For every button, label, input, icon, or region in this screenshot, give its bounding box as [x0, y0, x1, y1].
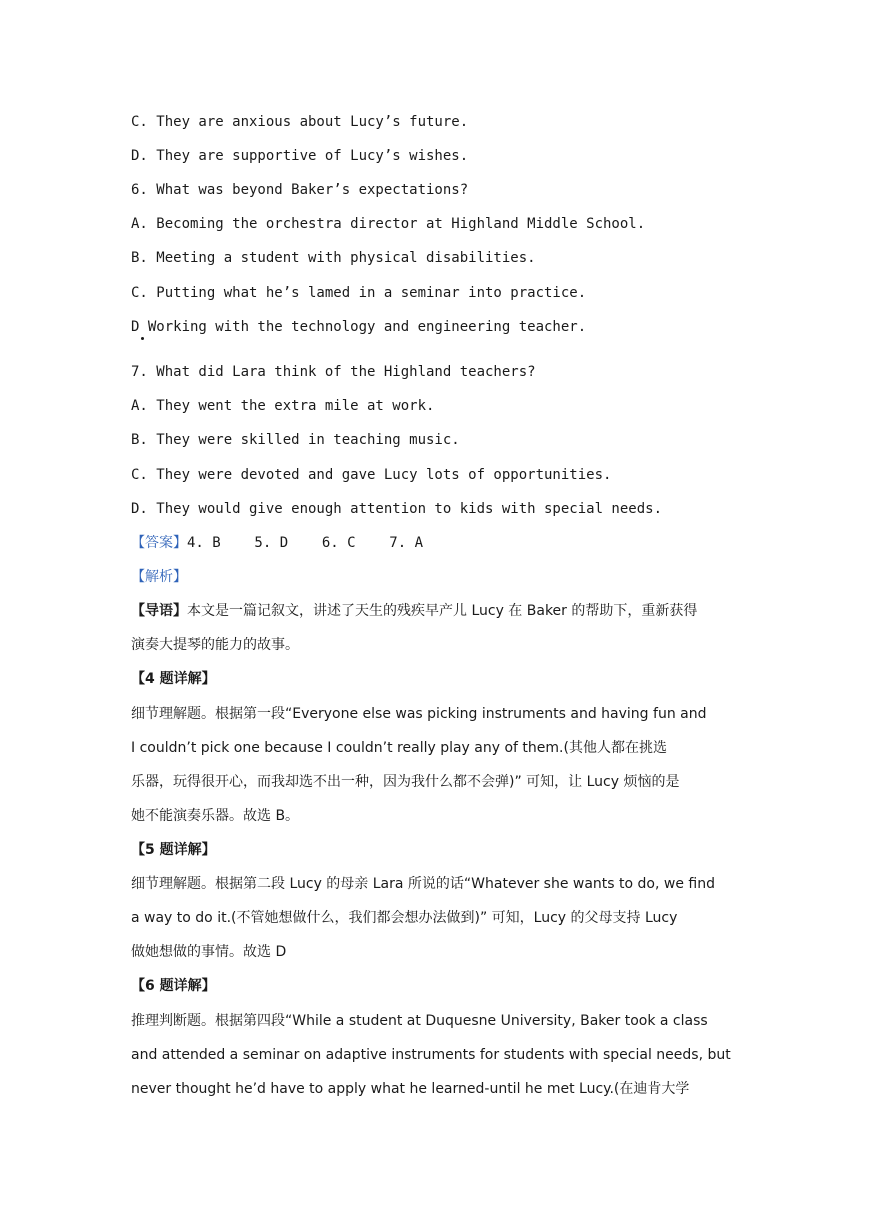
- option-6c: C. Putting what he’s lamed in a seminar into practice.: [131, 285, 587, 301]
- option-6a: A. Becoming the orchestra director at Highland Middle School.: [131, 216, 646, 232]
- option-5c: C. They are anxious about Lucy’s future.: [131, 114, 469, 130]
- q5-line-3: 做她想做的事情。故选 D: [131, 944, 287, 960]
- q5-line-1: 细节理解题。根据第二段 Lucy 的母亲 Lara 所说的话“Whatever she wants to do, we find: [131, 876, 715, 892]
- q5-heading: 【5 题详解】: [131, 842, 216, 858]
- option-7a: A. They went the extra mile at work.: [131, 398, 435, 414]
- option-5d: D. They are supportive of Lucy’s wishes.: [131, 148, 469, 164]
- option-6d: D Working with the technology and engineering teacher.: [131, 319, 587, 335]
- q4-line-4: 她不能演奏乐器。故选 B。: [131, 808, 300, 824]
- option-7d: D. They would give enough attention to kids with special needs.: [131, 501, 663, 517]
- intro-line-2: 演奏大提琴的能力的故事。: [131, 637, 299, 653]
- option-6b: B. Meeting a student with physical disabilities.: [131, 250, 536, 266]
- q4-line-2: I couldn’t pick one because I couldn’t really play any of them.(其他人都在挑选: [131, 740, 667, 756]
- stray-dot: [141, 337, 144, 340]
- intro-label: 【导语】: [131, 603, 187, 619]
- q6-heading: 【6 题详解】: [131, 978, 216, 994]
- analysis-label: 【解析】: [131, 569, 187, 585]
- option-7b: B. They were skilled in teaching music.: [131, 432, 460, 448]
- q6-line-2: and attended a seminar on adaptive instruments for students with special needs, but: [131, 1047, 731, 1063]
- option-7c: C. They were devoted and gave Lucy lots of opportunities.: [131, 467, 612, 483]
- answer-text: 4. B 5. D 6. C 7. A: [187, 535, 424, 551]
- intro-text-1: 本文是一篇记叙文，讲述了天生的残疾早产儿 Lucy 在 Baker 的帮助下，重新获得: [187, 603, 698, 619]
- q4-heading: 【4 题详解】: [131, 671, 216, 687]
- q4-line-1: 细节理解题。根据第一段“Everyone else was picking instruments and having fun and: [131, 706, 707, 722]
- q6-line-1: 推理判断题。根据第四段“While a student at Duquesne University, Baker took a class: [131, 1013, 708, 1029]
- q5-line-2: a way to do it.(不管她想做什么，我们都会想办法做到)” 可知，Lucy 的父母支持 Lucy: [131, 910, 678, 926]
- q6-line-3: never thought he’d have to apply what he learned-until he met Lucy.(在迪肯大学: [131, 1081, 690, 1097]
- question-6: 6. What was beyond Baker’s expectations?: [131, 182, 469, 198]
- intro-line-1: [131, 601, 741, 621]
- answer-label: 【答案】: [131, 535, 187, 551]
- question-7: 7. What did Lara think of the Highland teachers?: [131, 364, 536, 380]
- answer-line: [131, 533, 741, 553]
- q4-line-3: 乐器，玩得很开心，而我却选不出一种，因为我什么都不会弹)” 可知，让 Lucy 烦恼的是: [131, 774, 680, 790]
